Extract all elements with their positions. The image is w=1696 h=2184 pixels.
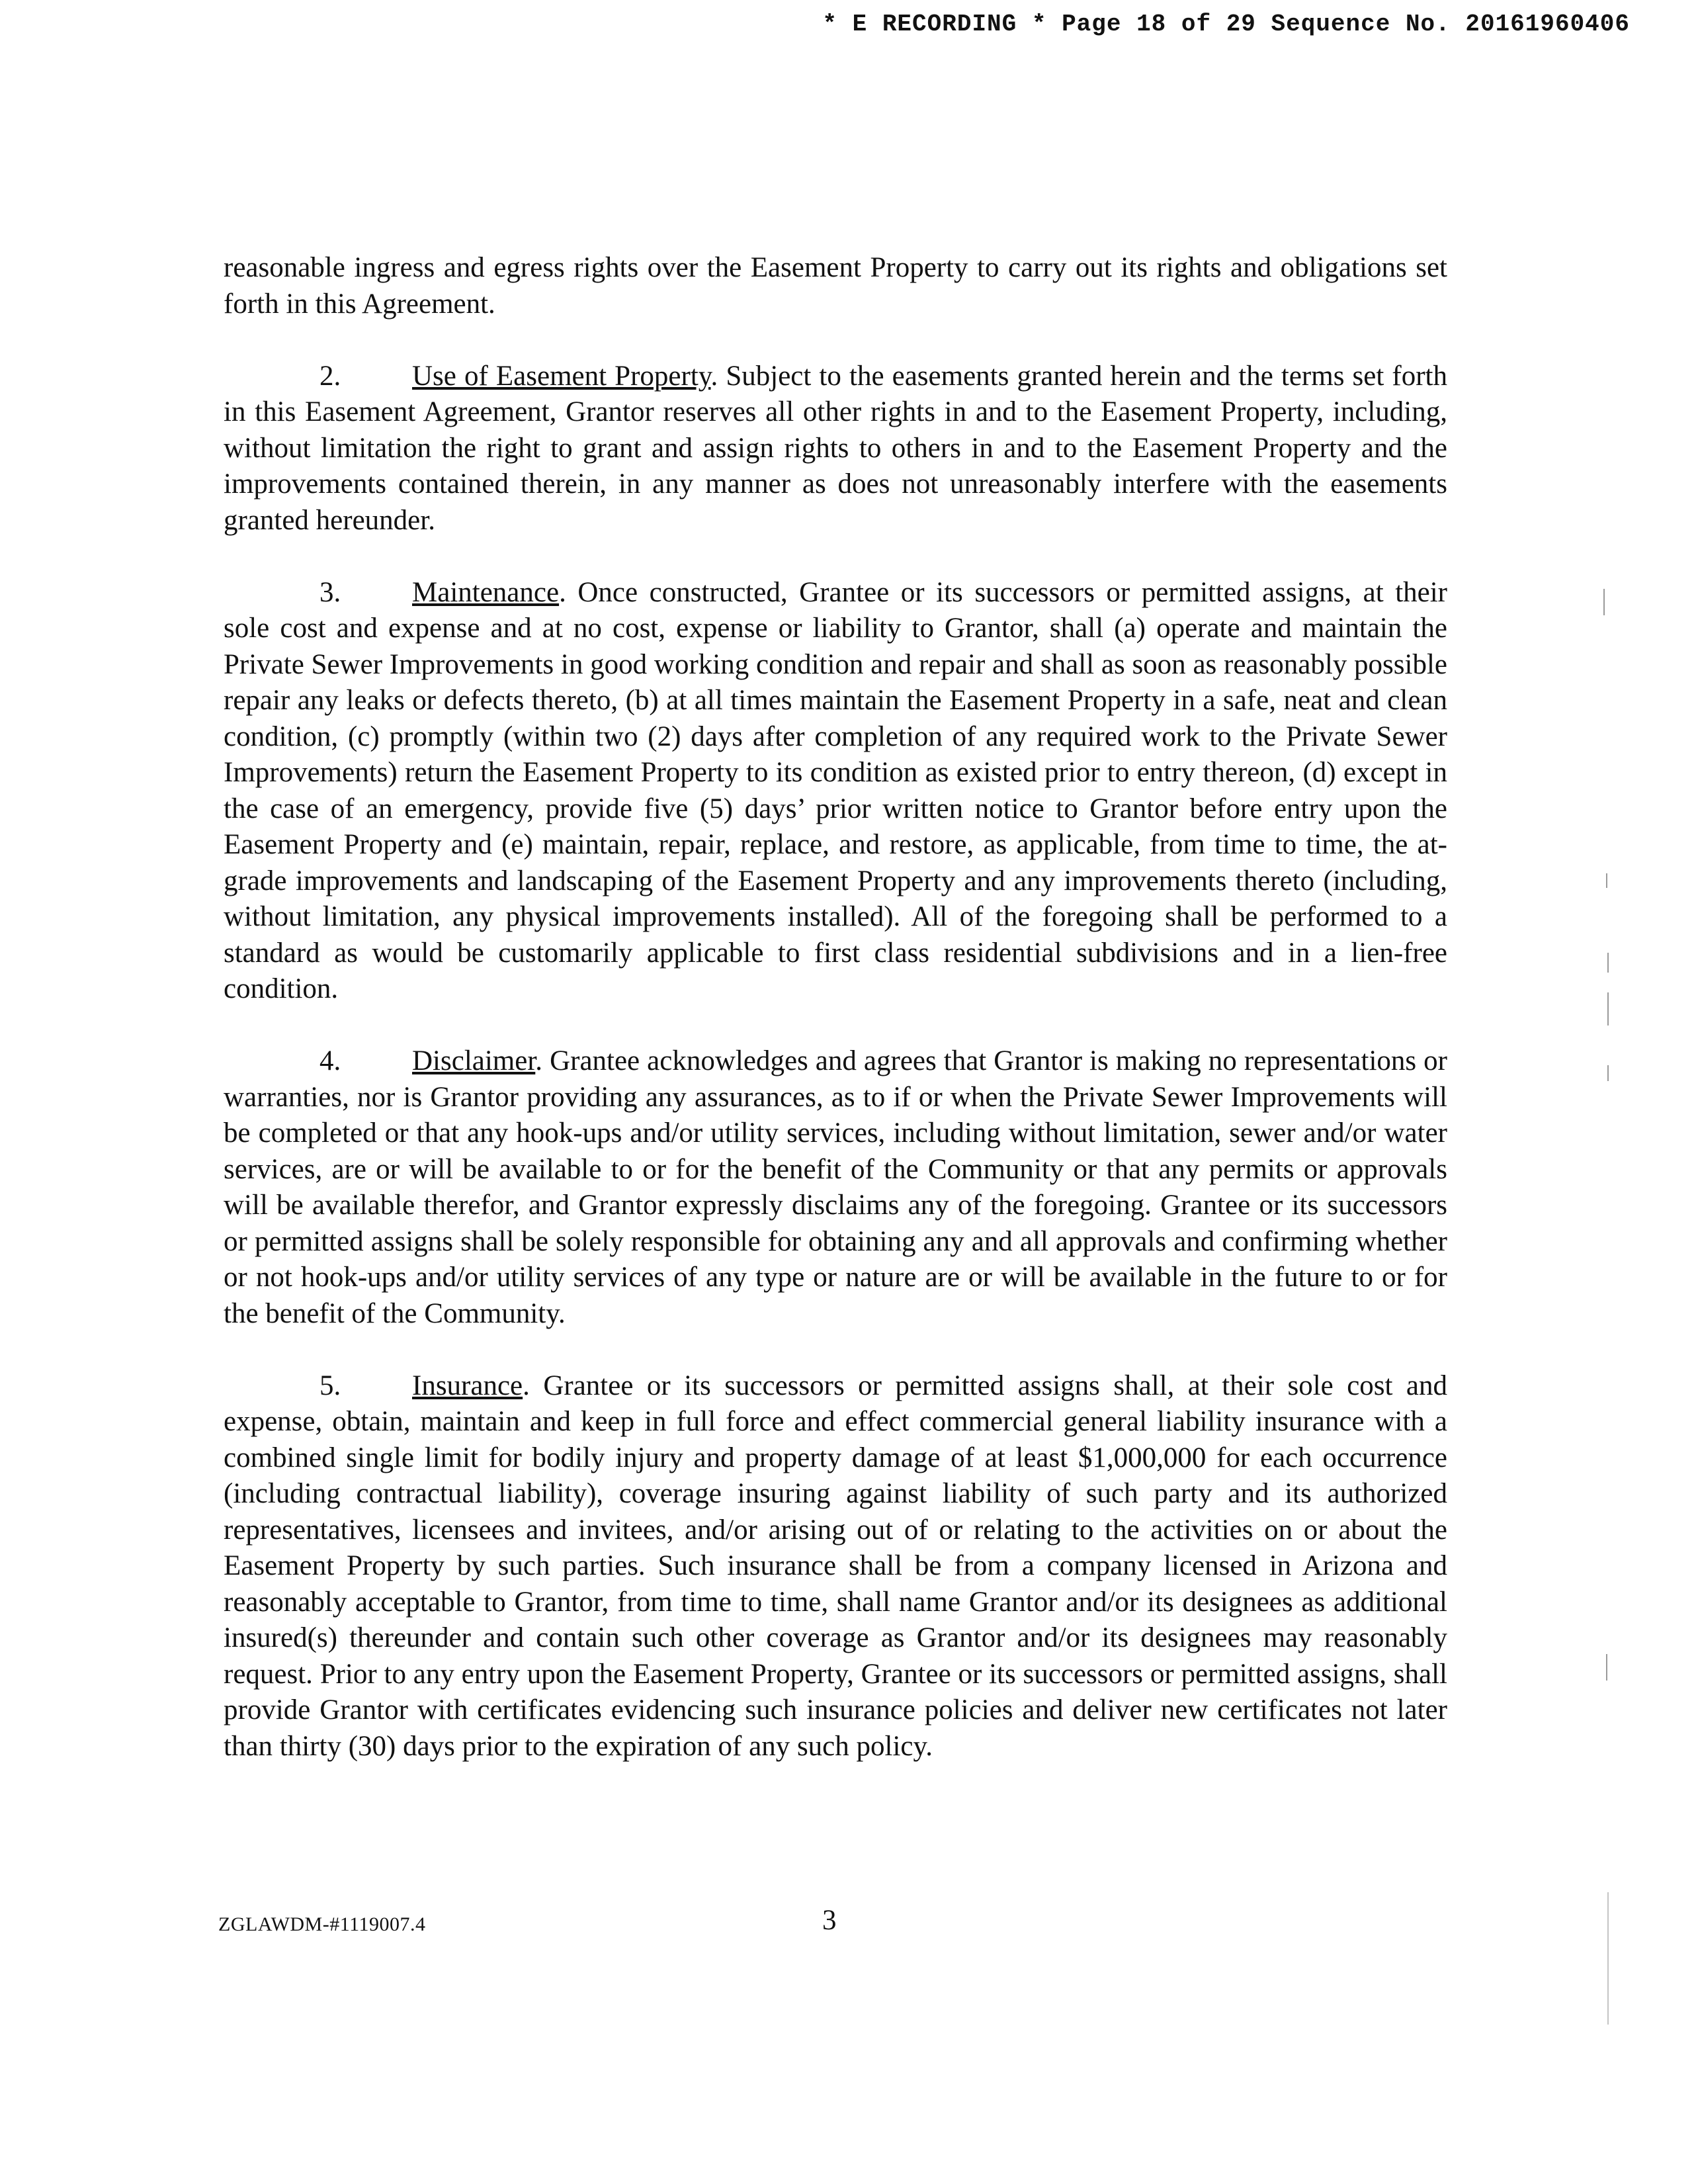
paragraph-title: Use of Easement Property xyxy=(412,360,711,392)
paragraph-text: . Grantee or its successors or permitted assigns shall, at their sole cost and expense, obtain, maintain and keep in full force and effect commercial general liability insurance with a combined single limit for bodily injury and property damage of at least $1,000,000 for each occurrence (including contractual liability), coverage insuring against liability of such party and its authorized representatives, licensees and invitees, and/or arising out of or relating to the activities on or about the Easement Property by such parties. Such insurance shall be from a company licensed in Arizona and reasonably acceptable to Grantor, from time to time, shall name Grantor and/or its designees as additional insured(s) thereunder and contain such other coverage as Grantor and/or its designees may reasonably request. Prior to any entry upon the Easement Property, Grantee or its successors or permitted assigns, shall provide Grantor with certificates evidencing such insurance policies and deliver new certificates not later than thirty (30) days prior to the expiration of any such policy. xyxy=(224,1370,1447,1762)
footer-document-id: ZGLAWDM-#1119007.4 xyxy=(218,1913,426,1935)
page-number: 3 xyxy=(822,1905,837,1936)
scan-artifact xyxy=(1607,992,1609,1026)
scan-artifact xyxy=(1606,1654,1607,1681)
paragraph-number: 4. xyxy=(319,1045,341,1076)
scan-artifact xyxy=(1607,953,1609,973)
recording-header: * E RECORDING * Page 18 of 29 Sequence No. 20161960406 xyxy=(822,11,1630,38)
paragraph-insurance xyxy=(224,1368,1447,1765)
paragraph-number: 3. xyxy=(319,576,341,608)
paragraph-number: 2. xyxy=(319,360,341,392)
paragraph-text: . Grantee acknowledges and agrees that Grantor is making no representations or warranties, nor is Grantor providing any assurances, as to if or when the Private Sewer Improvements will be completed or that any hook-ups and/or utility services, including without limitation, sewer and/or water services, are or will be available to or for the benefit of the Community or that any permits or approvals will be available therefor, and Grantor expressly disclaims any of the foregoing. Grantee or its successors or permitted assigns shall be solely responsible for obtaining any and all approvals and confirming whether or not hook-ups and/or utility services of any type or nature are or will be available in the future to or for the benefit of the Community. xyxy=(224,1045,1447,1329)
paragraph-continuation xyxy=(224,250,1447,322)
paragraph-text: . Once constructed, Grantee or its successors or permitted assigns, at their sole cost and expense and at no cost, expense or liability to Grantor, shall (a) operate and maintain the Private Sewer Improvements in good working condition and repair and shall as soon as reasonably possible repair any leaks or defects thereto, (b) at all times maintain the Easement Property in a safe, neat and clean condition, (c) promptly (within two (2) days after completion of any required work to the Private Sewer Improvements) return the Easement Property to its condition as existed prior to entry thereon, (d) except in the case of an emergency, provide five (5) days’ prior written notice to Grantor before entry upon the Easement Property and (e) maintain, repair, replace, and restore, as applicable, from time to time, the at-grade improvements and landscaping of the Easement Property and any improvements thereto (including, without limitation, any physical improvements installed). All of the foregoing shall be performed to a standard as would be customarily applicable to first class residential subdivisions and in a lien-free condition. xyxy=(224,576,1447,1004)
paragraph-text: reasonable ingress and egress rights over the Easement Property to carry out its rights and obligations set forth in this Agreement. xyxy=(224,252,1447,320)
paragraph-title: Insurance xyxy=(412,1370,523,1401)
scan-artifact xyxy=(1607,1065,1609,1081)
scan-artifact xyxy=(1603,589,1605,615)
paragraph-number: 5. xyxy=(319,1370,341,1401)
document-body xyxy=(224,250,1447,1801)
paragraph-title: Maintenance xyxy=(412,576,560,608)
paragraph-text: . Subject to the easements granted herein and the terms set forth in this Easement Agreement, Grantor reserves all other rights in and to the Easement Property, including, without limitation the right to grant and assign rights to others in and to the Easement Property and the improvements contained therein, in any manner as does not unreasonably interfere with the easements granted hereunder. xyxy=(224,360,1447,536)
paragraph-disclaimer xyxy=(224,1043,1447,1332)
paragraph-maintenance xyxy=(224,575,1447,1008)
paragraph-title: Disclaimer xyxy=(412,1045,536,1076)
paragraph-use-of-easement-property xyxy=(224,359,1447,539)
scan-artifact xyxy=(1606,873,1607,888)
scan-artifact xyxy=(1607,1892,1609,2025)
